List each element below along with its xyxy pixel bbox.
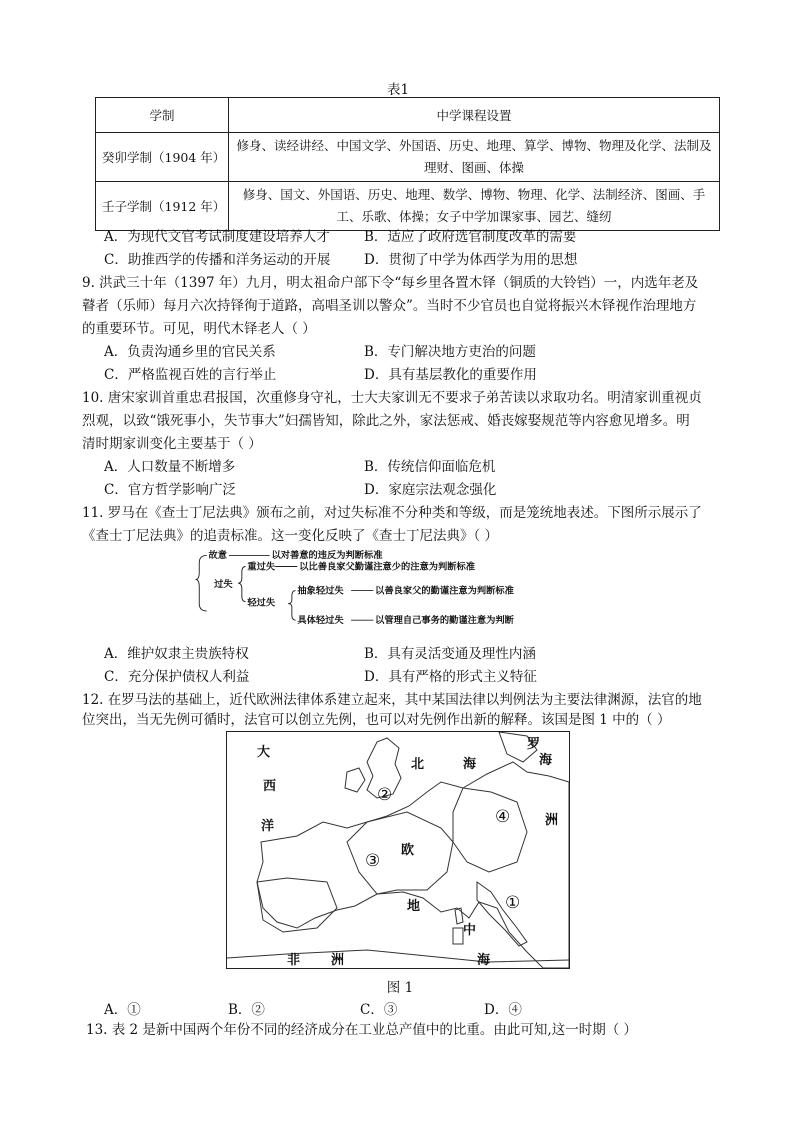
map-marker-1: ① [505, 893, 521, 913]
diag-abstract-desc: 以善良家父的勤谨注意为判断标准 [375, 585, 514, 597]
table-cell: 修身、国文、外国语、历史、地理、数学、博物、物理、化学、法制经济、图画、手工、乐歌、体操；女子中学加课家事、园艺、缝纫 [229, 182, 720, 231]
brace-level3 [288, 591, 295, 621]
diag-negligence: 过失 [214, 578, 233, 590]
q11-option-d[interactable]: D．具有严格的形式主义特征 [364, 669, 537, 685]
table-header: 学制 [96, 98, 229, 133]
brace-level2 [238, 567, 245, 602]
corsica-outline [455, 908, 463, 924]
q8-option-c[interactable]: C．助推西学的传播和洋务运动的开展 [104, 252, 331, 268]
q11-option-c[interactable]: C．充分保护债权人利益 [104, 669, 250, 685]
map-label: 海 [539, 753, 553, 768]
diag-concrete: 具体轻过失 [297, 615, 344, 626]
q12-option-a[interactable]: A．① [104, 1002, 141, 1018]
europe-map [226, 731, 570, 969]
q11-option-a[interactable]: A．维护奴隶主贵族特权 [104, 646, 249, 662]
q13-stem: 13. 表 2 是新中国两个年份不同的经济成分在工业总产值中的比重。由此可知,这一时期（ ） [86, 1022, 638, 1038]
q9-option-b[interactable]: B．专门解决地方吏治的问题 [364, 344, 536, 360]
q10-stem: 烈观，以致“饿死事小，失节事大”妇孺皆知，除此之外，家法惩戒、婚丧嫁娶规范等内容愈见增多。明 [82, 413, 690, 429]
brace-level1 [196, 555, 207, 611]
continent-outline [257, 762, 569, 968]
map-label: 西 [263, 779, 277, 794]
q8-option-d[interactable]: D．贯彻了中学为体西学为用的思想 [364, 252, 578, 268]
q10-option-a[interactable]: A．人口数量不断增多 [104, 459, 236, 475]
table-row [96, 133, 720, 182]
curriculum-table [95, 97, 720, 231]
q9-option-d[interactable]: D．具有基层教化的重要作用 [364, 367, 537, 383]
q11-stem: 《查士丁尼法典》的追责标准。这一变化反映了《查士丁尼法典》（ ） [82, 528, 499, 544]
map-marker-2: ② [377, 785, 393, 805]
map-label: 中 [463, 923, 477, 938]
africa-coast [227, 950, 569, 962]
iberia-outline [257, 878, 337, 932]
map-marker-4: ④ [495, 807, 511, 827]
map-label: 海 [463, 757, 477, 772]
figure-caption: 图 1 [386, 980, 414, 996]
map-label: 地 [407, 899, 421, 914]
map-marker-3: ③ [365, 851, 381, 871]
q10-option-b[interactable]: B．传统信仰面临危机 [364, 459, 496, 475]
diag-gross-desc: 以比善良家父勤谨注意少的注意为判断标准 [299, 561, 476, 573]
italy-outline [477, 882, 527, 946]
diag-abstract: 抽象轻过失 [297, 585, 344, 597]
q12-option-d[interactable]: D．④ [484, 1002, 522, 1018]
table-header: 中学课程设置 [229, 98, 720, 133]
q9-stem: 瞽者（乐师）每月六次持铎徇于道路，高唱圣训以警众”。当时不少官员也自觉将振兴木铎视作治理地方 [82, 298, 697, 314]
q10-stem: 清时期家训变化主要基于（ ） [82, 436, 262, 452]
q8-option-b[interactable]: B．适应了政府选官制度改革的需要 [364, 229, 577, 245]
diag-intent-desc: 以对善意的违反为判断标准 [271, 550, 383, 562]
sardinia-outline [453, 928, 463, 944]
map-label: 罗 [527, 737, 541, 752]
map-label: 欧 [401, 843, 415, 858]
diag-concrete-desc: 以管理自己事务的勤谨注意为判断 [375, 615, 514, 626]
q9-stem: 9. 洪武三十年（1397 年）九月，明太祖命户部下令“每乡里各置木铎（铜质的大铃铛）一，内选年老及 [82, 275, 699, 291]
q8-option-a[interactable]: A．为现代文官考试制度建设培养人才 [104, 229, 330, 245]
q9-option-c[interactable]: C．严格监视百姓的言行举止 [104, 367, 277, 383]
q9-stem: 的重要环节。可见，明代木铎老人（ ） [82, 321, 316, 337]
liability-diagram [180, 548, 600, 648]
q10-option-d[interactable]: D．家庭宗法观念强化 [364, 482, 497, 498]
table-cell: 修身、读经讲经、中国文学、外国语、历史、地理、算学、博物、物理及化学、法制及理财、图画、体操 [229, 133, 720, 182]
map-label: 非 [287, 953, 301, 968]
q12-option-c[interactable]: C．③ [360, 1002, 398, 1018]
map-label: 洲 [331, 953, 345, 968]
germany-outline [453, 788, 527, 872]
table-row [96, 182, 720, 231]
map-label: 洲 [545, 813, 559, 828]
q11-option-b[interactable]: B．具有灵活变通及理性内涵 [364, 646, 536, 662]
diag-intent: 故意 [208, 550, 228, 562]
map-label: 北 [411, 757, 425, 772]
q12-stem: 12. 在罗马法的基础上，近代欧洲法律体系建立起来，其中某国法律以判例法为主要法律渊源，法官的地 [82, 692, 702, 708]
q10-option-c[interactable]: C．官方哲学影响广泛 [104, 482, 236, 498]
map-label: 洋 [261, 819, 275, 834]
table-cell: 癸卯学制（1904 年） [96, 133, 229, 182]
q12-stem: 位突出，当无先例可循时，法官可以创立先例，也可以对先例作出新的解释。该国是图 1 中的（ ） [82, 712, 671, 728]
map-label: 大 [257, 745, 271, 760]
table-caption: 表1 [386, 82, 410, 98]
france-outline [347, 812, 453, 894]
q10-stem: 10. 唐宋家训首重忠君报国，次重修身守礼，士大夫家训无不要求子弟苦读以求取功名。明清家训重视贞 [82, 390, 702, 406]
map-label: 海 [477, 953, 491, 968]
table-cell: 壬子学制（1912 年） [96, 182, 229, 231]
q11-stem: 11. 罗马在《查士丁尼法典》颁布之前，对过失标准不分种类和等级，而是笼统地表述。下图所示展示了 [82, 505, 702, 521]
ireland-outline [345, 768, 365, 792]
q9-option-a[interactable]: A．负责沟通乡里的官民关系 [104, 344, 276, 360]
diag-slight: 轻过失 [247, 597, 276, 609]
q12-option-b[interactable]: B．② [228, 1002, 265, 1018]
diag-gross: 重过失 [247, 561, 276, 573]
